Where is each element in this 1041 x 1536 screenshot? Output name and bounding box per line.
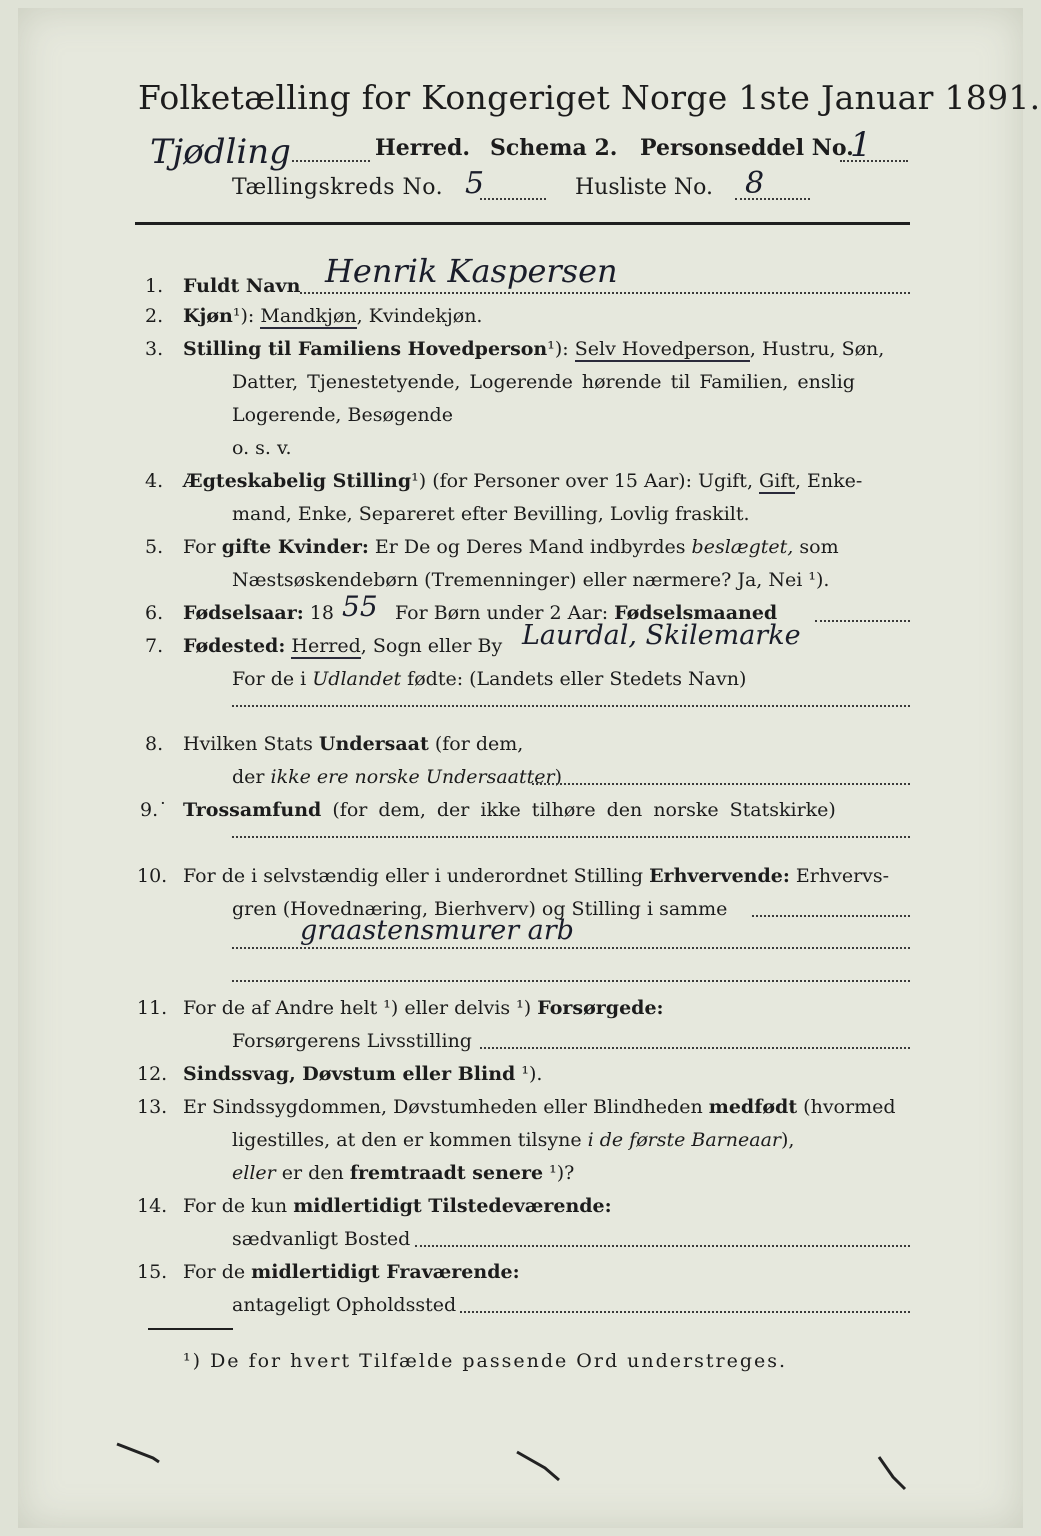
medfodt-line3a: er den <box>275 1162 350 1184</box>
fuldt-navn-label: Fuldt Navn <box>183 275 301 297</box>
udland-a: For de i <box>232 668 313 690</box>
row-number: 11. <box>137 997 168 1019</box>
fravaer-line2: antageligt Opholdssted <box>232 1294 457 1316</box>
row-number: 12. <box>137 1063 168 1085</box>
undersaat-b: ) <box>554 766 562 788</box>
aegteskab-line <box>183 470 862 492</box>
herred-dots <box>292 160 370 162</box>
gifte-line <box>183 536 839 558</box>
forsorgede-label: Forsørgede: <box>537 997 664 1019</box>
corner-mark-icon <box>115 1440 165 1470</box>
gifte-line2: Næstsøskendebørn (Tremenninger) eller nærmere? Ja, Nei ¹). <box>232 569 830 591</box>
row-number: 2. <box>145 305 164 327</box>
erhverv-line <box>183 865 889 887</box>
row-number: 4. <box>145 470 164 492</box>
fodested-herred[interactable]: Herred <box>291 635 361 657</box>
undersaat-line2 <box>232 766 562 788</box>
medfodt-rest: (hvormed <box>797 1096 896 1118</box>
erhverv-label: Erhvervende: <box>649 865 790 887</box>
udland-em: Udlandet <box>312 668 402 690</box>
udland-b: fødte: (Landets eller Stedets Navn) <box>401 668 747 690</box>
row-number: 15. <box>137 1261 168 1283</box>
row-number: 3. <box>145 338 164 360</box>
fodselsaar-line <box>183 602 334 624</box>
tilstede-dots <box>415 1245 910 1247</box>
medfodt-senere: fremtraadt senere <box>349 1162 544 1184</box>
husliste-value[interactable]: 8 <box>745 166 765 201</box>
corner-mark-icon <box>875 1455 915 1495</box>
medfodt-eller: eller <box>232 1162 276 1184</box>
erhverv-dots-2 <box>232 947 910 949</box>
kreds-dots <box>480 198 546 200</box>
undersaat-a: der <box>232 766 271 788</box>
gifte-pre: For <box>183 536 222 558</box>
forsorgede-dots <box>480 1047 910 1049</box>
udland-line <box>232 668 746 690</box>
aegteskab-rest: , Enke- <box>794 470 863 492</box>
undersaat-em: ikke ere norske Undersaatter <box>270 766 555 788</box>
gifte-em: beslægtet, <box>691 536 794 558</box>
fodested-line <box>183 635 502 657</box>
medfodt-line <box>183 1096 896 1118</box>
stilling-line4: o. s. v. <box>232 437 292 459</box>
forsorgede-pre: For de af Andre helt ¹) eller delvis ¹) <box>183 997 538 1019</box>
row-number: 1. <box>145 275 164 297</box>
aegteskab-gift[interactable]: Gift <box>759 470 795 492</box>
form-title: Folketælling for Kongeriget Norge 1ste Januar 1891. <box>138 78 1041 117</box>
kjon-mandkjon[interactable]: Mandkjøn <box>260 305 357 327</box>
trossamfund-dots <box>232 836 910 838</box>
fravaer-dots <box>460 1311 910 1313</box>
fodselsaar-label: Fødselsaar: <box>183 602 304 624</box>
fodselsmaaned-label: Fødselsmaaned <box>614 602 778 624</box>
aegteskab-pre: ¹) (for Personer over 15 Aar): Ugift, <box>411 470 760 492</box>
gifte-rest2: som <box>793 536 839 558</box>
stilling-sup: ¹): <box>547 338 575 360</box>
stilling-selv-hovedperson[interactable]: Selv Hovedperson <box>574 338 750 360</box>
husliste-label: Husliste No. <box>575 175 713 200</box>
undersaat-rest: (for dem, <box>428 733 524 755</box>
personseddel-dots <box>840 160 908 162</box>
kreds-label: Tællingskreds No. <box>232 175 444 200</box>
row-number: 8. <box>145 733 164 755</box>
herred-label: Herred. <box>375 135 471 161</box>
fuldt-navn-value[interactable]: Henrik Kaspersen <box>325 252 618 290</box>
erhverv-rest: Erhvervs- <box>789 865 890 887</box>
kjon-rest: , Kvindekjøn. <box>356 305 483 327</box>
fodselsaar-value[interactable]: 55 <box>342 590 378 623</box>
header-rule <box>135 222 910 225</box>
forsorgede-line2: Forsørgerens Livsstilling <box>232 1030 472 1052</box>
row-number: 9.˙ <box>140 799 168 821</box>
kjon-line <box>183 305 482 327</box>
row-number: 7. <box>145 635 164 657</box>
medfodt-label: medfødt <box>708 1096 798 1118</box>
stilling-rest: , Hustru, Søn, <box>749 338 885 360</box>
kjon-sup: ¹): <box>232 305 261 327</box>
footnote-rule <box>148 1328 233 1330</box>
husliste-dots <box>735 198 810 200</box>
aegteskab-label: Ægteskabelig Stilling <box>183 470 412 492</box>
tilstede-label: midlertidigt Tilstedeværende: <box>293 1195 612 1217</box>
erhverv-value[interactable]: graastensmurer arb <box>300 915 574 946</box>
fravaer-label: midlertidigt Fraværende: <box>251 1261 520 1283</box>
fravaer-line <box>183 1261 520 1283</box>
medfodt-line3b: ¹)? <box>543 1162 575 1184</box>
fodselsmaaned-mid: For Børn under 2 Aar: <box>395 602 615 624</box>
udland-dots <box>232 705 910 707</box>
forsorgede-line <box>183 997 664 1019</box>
herred-value[interactable]: Tjødling <box>150 132 291 172</box>
tilstede-pre: For de kun <box>183 1195 294 1217</box>
undersaat-dots <box>532 783 910 785</box>
stilling-label: Stilling til Familiens Hovedperson <box>183 338 548 360</box>
medfodt-line3 <box>232 1162 574 1184</box>
gifte-rest: Er De og Deres Mand indbyrdes <box>368 536 692 558</box>
undersaat-label: Undersaat <box>318 733 429 755</box>
erhverv-dots-3 <box>232 980 910 982</box>
footnote: ¹) De for hvert Tilfælde passende Ord understreges. <box>183 1350 788 1372</box>
erhverv-dots-1 <box>752 915 910 917</box>
gifte-label: gifte Kvinder: <box>221 536 369 558</box>
row-number: 10. <box>137 865 168 887</box>
kreds-value[interactable]: 5 <box>465 166 485 201</box>
row-number: 13. <box>137 1096 168 1118</box>
sindssvag-line <box>183 1063 542 1085</box>
tilstede-line2: sædvanligt Bosted <box>232 1228 411 1250</box>
row-number: 14. <box>137 1195 168 1217</box>
medfodt-b: ), <box>781 1129 795 1151</box>
fodselsaar-pre: 18 <box>303 602 334 624</box>
sindssvag-rest: ¹). <box>515 1063 543 1085</box>
fravaer-pre: For de <box>183 1261 252 1283</box>
schema-label: Schema 2. <box>490 135 618 161</box>
sindssvag-label: Sindssvag, Døvstum eller Blind <box>183 1063 516 1085</box>
medfodt-line2 <box>232 1129 794 1151</box>
erhverv-pre: For de i selvstændig eller i underordnet Stilling <box>183 865 650 887</box>
undersaat-line <box>183 733 523 755</box>
stilling-line2: Datter, Tjenestetyende, Logerende hørende til Familien, enslig <box>232 371 855 393</box>
fodested-label: Fødested: <box>183 635 286 657</box>
kjon-label: Kjøn <box>183 305 233 327</box>
undersaat-pre: Hvilken Stats <box>183 733 319 755</box>
aegteskab-line2: mand, Enke, Separeret efter Bevilling, Lovlig fraskilt. <box>232 503 750 525</box>
corner-mark-icon <box>515 1450 565 1485</box>
trossamfund-label: Trossamfund <box>183 799 322 821</box>
medfodt-em: i de første Barneaar <box>587 1129 781 1151</box>
fodested-rest: , Sogn eller By <box>360 635 503 657</box>
erhverv-line2: gren (Hovednæring, Bierhverv) og Stilling i samme <box>232 898 728 920</box>
fuldt-navn-dots <box>300 292 910 294</box>
fodested-value[interactable]: Laurdal, Skilemarke <box>522 620 801 651</box>
row-number: 6. <box>145 602 164 624</box>
medfodt-pre: Er Sindssygdommen, Døvstumheden eller Blindheden <box>183 1096 709 1118</box>
stilling-line3: Logerende, Besøgende <box>232 404 453 426</box>
medfodt-a: ligestilles, at den er kommen tilsyne <box>232 1129 588 1151</box>
trossamfund-line <box>183 799 836 821</box>
personseddel-value[interactable]: 1 <box>850 125 872 165</box>
stilling-line <box>183 338 884 360</box>
personseddel-label: Personseddel No. <box>640 135 854 161</box>
row-number: 5. <box>145 536 164 558</box>
tilstede-line <box>183 1195 612 1217</box>
fodselsmaaned-dots <box>815 620 910 622</box>
trossamfund-rest: (for dem, der ikke tilhøre den norske Statskirke) <box>321 799 836 821</box>
